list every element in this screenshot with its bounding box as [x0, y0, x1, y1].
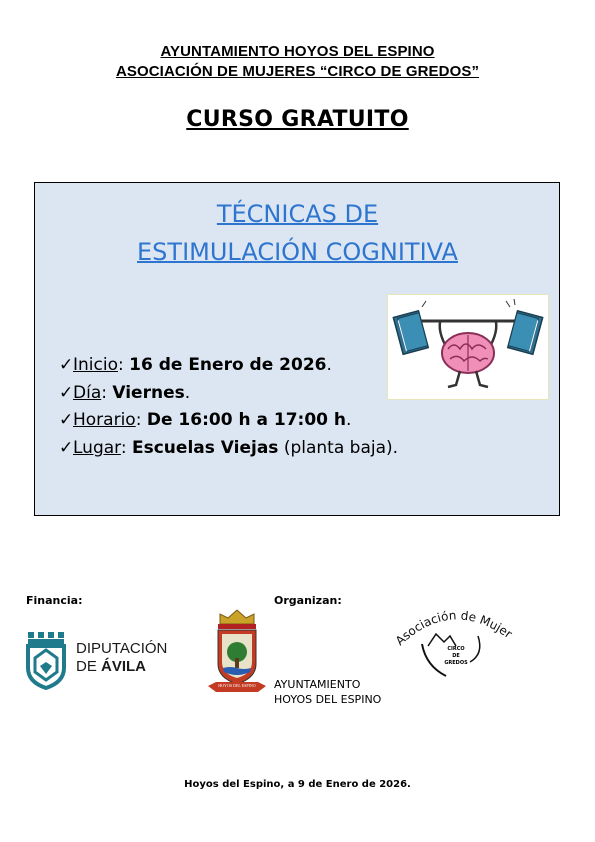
hoyos-del-espino-crest-icon — [206, 606, 268, 696]
info-label: Horario — [73, 410, 136, 430]
info-value: Escuelas Viejas — [132, 438, 279, 458]
check-icon: ✓ — [59, 438, 74, 458]
course-title-line2: ESTIMULACIÓN COGNITIVA — [137, 238, 458, 266]
assoc-small-1: CIRCO — [447, 646, 465, 652]
info-extra: . — [346, 410, 352, 430]
diputacion-line1: DIPUTACIÓN — [76, 640, 168, 657]
info-item-place — [59, 438, 398, 458]
ayuntamiento-name — [274, 677, 381, 707]
brain-lifting-books-illustration — [387, 294, 549, 400]
check-icon: ✓ — [59, 355, 74, 375]
info-label: Inicio — [73, 355, 118, 375]
assoc-small-2: DE — [452, 653, 460, 659]
info-extra: (planta baja). — [278, 438, 399, 458]
info-separator: : — [101, 383, 113, 403]
info-value: 16 de Enero de 2026 — [129, 355, 327, 375]
diputacion-avila-logo-text — [76, 640, 167, 676]
info-value: De 16:00 h a 17:00 h — [146, 410, 346, 430]
info-item-start — [59, 355, 332, 375]
info-separator: : — [135, 410, 147, 430]
info-extra: . — [184, 383, 191, 403]
check-icon: ✓ — [59, 410, 74, 430]
financia-label: Financia: — [26, 594, 83, 607]
asociacion-arc-text: Asociación de Mujer — [392, 608, 515, 649]
organizer-header-line1: AYUNTAMIENTO HOYOS DEL ESPINO — [160, 43, 435, 60]
asociacion-mountain-arc-icon — [392, 600, 516, 680]
info-value: Viernes — [112, 383, 185, 403]
course-title-line1: TÉCNICAS DE — [216, 200, 379, 228]
info-separator: : — [117, 355, 130, 375]
info-extra: . — [326, 355, 332, 375]
organizan-label: Organizan: — [274, 594, 342, 607]
crest-ribbon-text: HOYOS DEL ESPINO — [218, 683, 256, 688]
brain-weightlifter-icon — [388, 295, 548, 399]
ayuntamiento-line2: HOYOS DEL ESPINO — [274, 693, 382, 706]
asociacion-mujeres-logo — [392, 600, 516, 680]
diputacion-line2 — [76, 658, 167, 676]
info-label: Lugar — [73, 438, 121, 458]
organizer-header-line2: ASOCIACIÓN DE MUJERES “CIRCO DE GREDOS” — [115, 63, 480, 80]
footer-date-place: Hoyos del Espino, a 9 de Enero de 2026. — [184, 779, 411, 790]
info-item-schedule — [59, 410, 351, 430]
diputacion-avila-shield-icon — [26, 630, 66, 690]
course-label: CURSO GRATUITO — [186, 107, 409, 132]
assoc-small-3: GREDOS — [444, 660, 468, 666]
asociacion-small-text — [436, 646, 476, 667]
diputacion-line2-bold: ÁVILA — [101, 658, 147, 675]
info-item-day — [59, 383, 190, 403]
check-icon: ✓ — [59, 383, 74, 403]
ayuntamiento-line1: AYUNTAMIENTO — [274, 678, 361, 691]
info-label: Día — [73, 383, 102, 403]
info-separator: : — [120, 438, 132, 458]
diputacion-line2-prefix: DE — [76, 658, 102, 675]
